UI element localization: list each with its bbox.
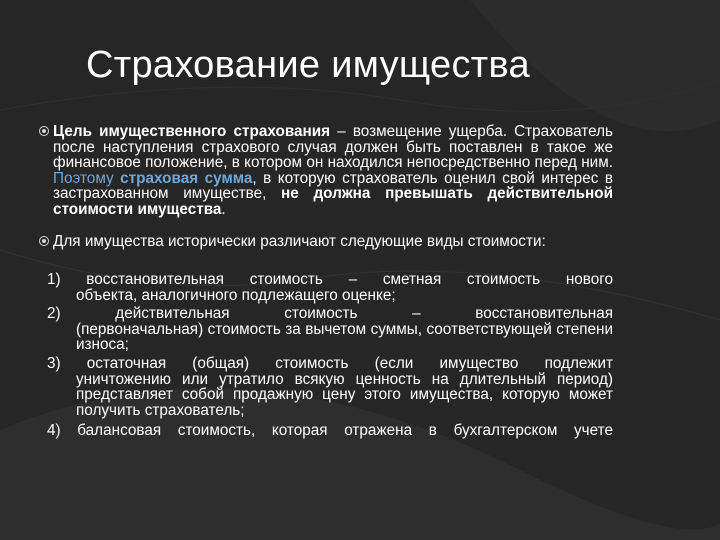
list-item-restoration bbox=[47, 272, 613, 303]
text-must-not-exceed: не должна превышать действительной стоимости имущества bbox=[53, 185, 613, 218]
list-item-rest: объекта, аналогичного подлежащего оценке; bbox=[76, 286, 396, 304]
text-highlight: Поэтому bbox=[53, 169, 121, 187]
circle-dot-icon bbox=[39, 236, 49, 246]
list-item-actual bbox=[47, 306, 613, 353]
text-value-types: Для имущества исторически различают следующие виды стоимости: bbox=[53, 233, 546, 250]
bullet-value-types bbox=[53, 234, 613, 250]
text-purpose-1: – возмещение ущерба. Страхователь после наступления страхового случая должен быть поставлен в такое же финансовое положение, в котором он находился непосредственно перед ним. bbox=[53, 123, 613, 172]
list-item-rest: (первоначальная) стоимость за вычетом суммы, соответствующей степени износа; bbox=[76, 320, 613, 354]
term-insured-sum: страховая сумма bbox=[120, 169, 253, 187]
list-item-first-line: 1) восстановительная стоимость – сметная стоимость нового bbox=[47, 271, 613, 288]
text-dot: . bbox=[221, 200, 226, 218]
slide-title: Страхование имущества bbox=[86, 44, 530, 86]
list-item-first-line: 4) балансовая стоимость, которая отражена в бухгалтерском учете bbox=[47, 422, 613, 439]
list-item-first-line: 2) действительная стоимость – восстановительная bbox=[47, 305, 613, 322]
list-item-first-line: 3) остаточная (общая) стоимость (если имущество подлежит bbox=[47, 355, 613, 372]
circle-dot-icon bbox=[39, 126, 49, 136]
bullet-purpose bbox=[53, 124, 613, 218]
list-item-residual bbox=[47, 356, 613, 418]
list-item-balance bbox=[47, 423, 613, 439]
text-purpose-2: , в которую страхователь оценил свой интерес в застрахованном имуществе, bbox=[53, 169, 613, 203]
term-purpose: Цель имущественного страхования bbox=[53, 123, 331, 140]
list-item-rest: уничтожению или утратило всякую ценность на длительный период) представляет собой продажную цену этого имущества, которую может получить страхователь; bbox=[76, 370, 613, 419]
